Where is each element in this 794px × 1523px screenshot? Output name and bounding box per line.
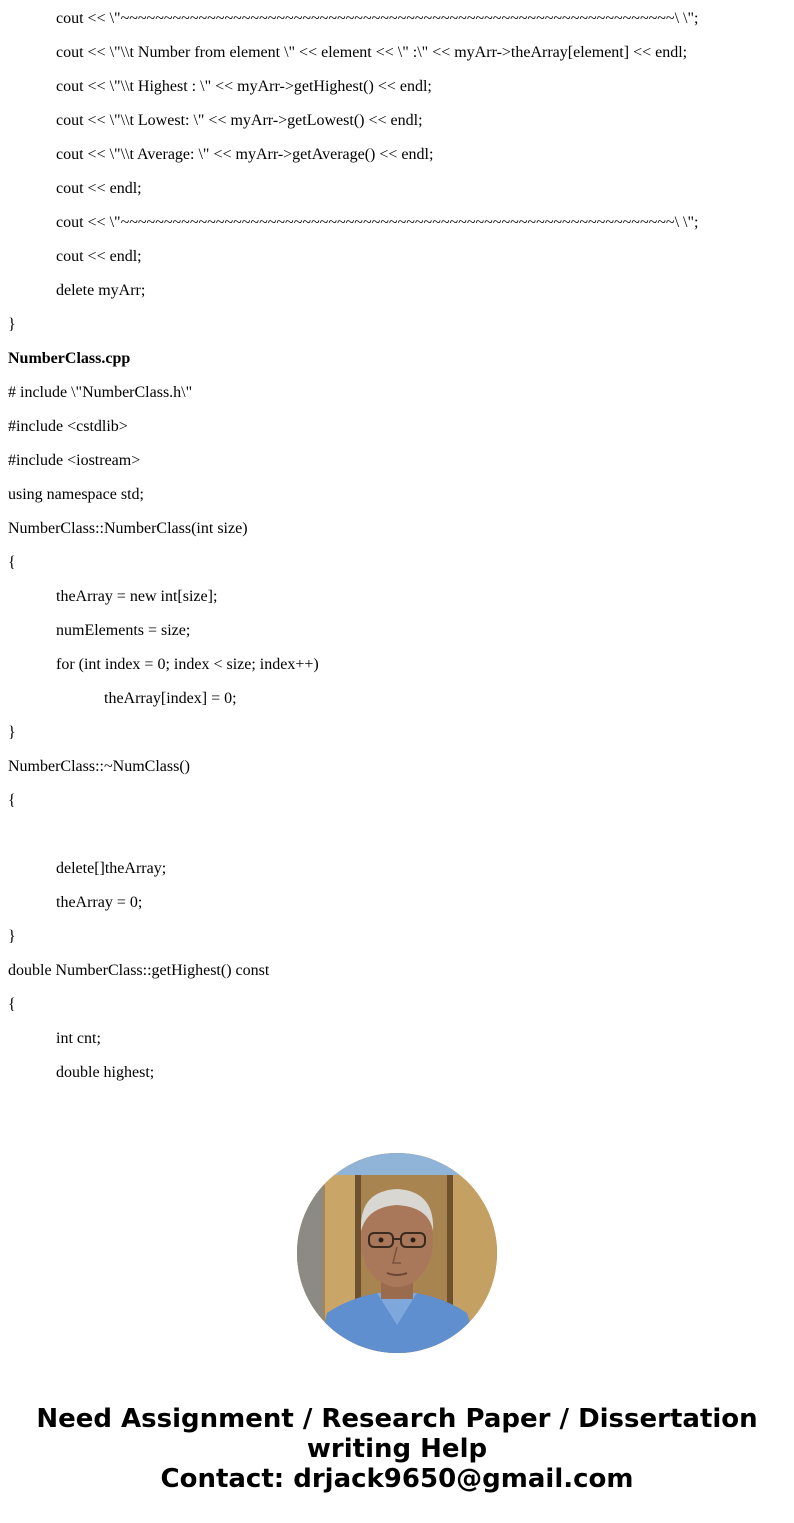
code-line: cout << endl;: [56, 248, 142, 265]
code-line: delete[]theArray;: [56, 860, 167, 877]
code-line: delete myArr;: [56, 282, 146, 299]
code-line: using namespace std;: [8, 486, 144, 503]
code-line: #include <iostream>: [8, 452, 141, 469]
code-line: # include \"NumberClass.h\": [8, 384, 193, 401]
code-line: for (int index = 0; index < size; index++): [56, 656, 319, 673]
code-line: double NumberClass::getHighest() const: [8, 962, 270, 979]
footer-line-1: Need Assignment / Research Paper / Dissertation: [36, 1404, 758, 1434]
footer-line-2: writing Help: [306, 1434, 488, 1464]
code-line: cout << \"\\t Lowest: \" << myArr->getLowest() << endl;: [56, 112, 423, 129]
code-line: {: [8, 996, 16, 1013]
code-line: }: [8, 316, 16, 333]
code-line: {: [8, 792, 16, 809]
code-line: }: [8, 928, 16, 945]
person-photo-icon: [297, 1153, 497, 1353]
code-line: theArray = 0;: [56, 894, 143, 911]
code-line: cout << \"~~~~~~~~~~~~~~~~~~~~~~~~~~~~~~~~~~~~~~~~~~~~~~~~~~~~~~~~~~~~~~~~\ \";: [56, 10, 699, 27]
code-line: theArray[index] = 0;: [104, 690, 237, 707]
code-line: {: [8, 554, 16, 571]
code-line: cout << \"~~~~~~~~~~~~~~~~~~~~~~~~~~~~~~~~~~~~~~~~~~~~~~~~~~~~~~~~~~~~~~~~\ \";: [56, 214, 699, 231]
file-heading: NumberClass.cpp: [8, 350, 131, 367]
code-line: NumberClass::~NumClass(): [8, 758, 190, 775]
author-photo: [297, 1153, 497, 1353]
code-line: theArray = new int[size];: [56, 588, 218, 605]
footer-contact: [0, 1404, 794, 1494]
code-line: numElements = size;: [56, 622, 191, 639]
code-line: cout << \"\\t Average: \" << myArr->getAverage() << endl;: [56, 146, 434, 163]
footer-contact-email: Contact: drjack9650@gmail.com: [160, 1464, 634, 1494]
code-line: int cnt;: [56, 1030, 101, 1047]
code-line: #include <cstdlib>: [8, 418, 128, 435]
code-line: cout << \"\\t Number from element \" << element << \" :\" << myArr->theArray[element] << endl;: [56, 44, 688, 61]
code-line: double highest;: [56, 1064, 155, 1081]
code-line: }: [8, 724, 16, 741]
code-line: cout << endl;: [56, 180, 142, 197]
code-line: NumberClass::NumberClass(int size): [8, 520, 248, 537]
code-line: cout << \"\\t Highest : \" << myArr->getHighest() << endl;: [56, 78, 432, 95]
